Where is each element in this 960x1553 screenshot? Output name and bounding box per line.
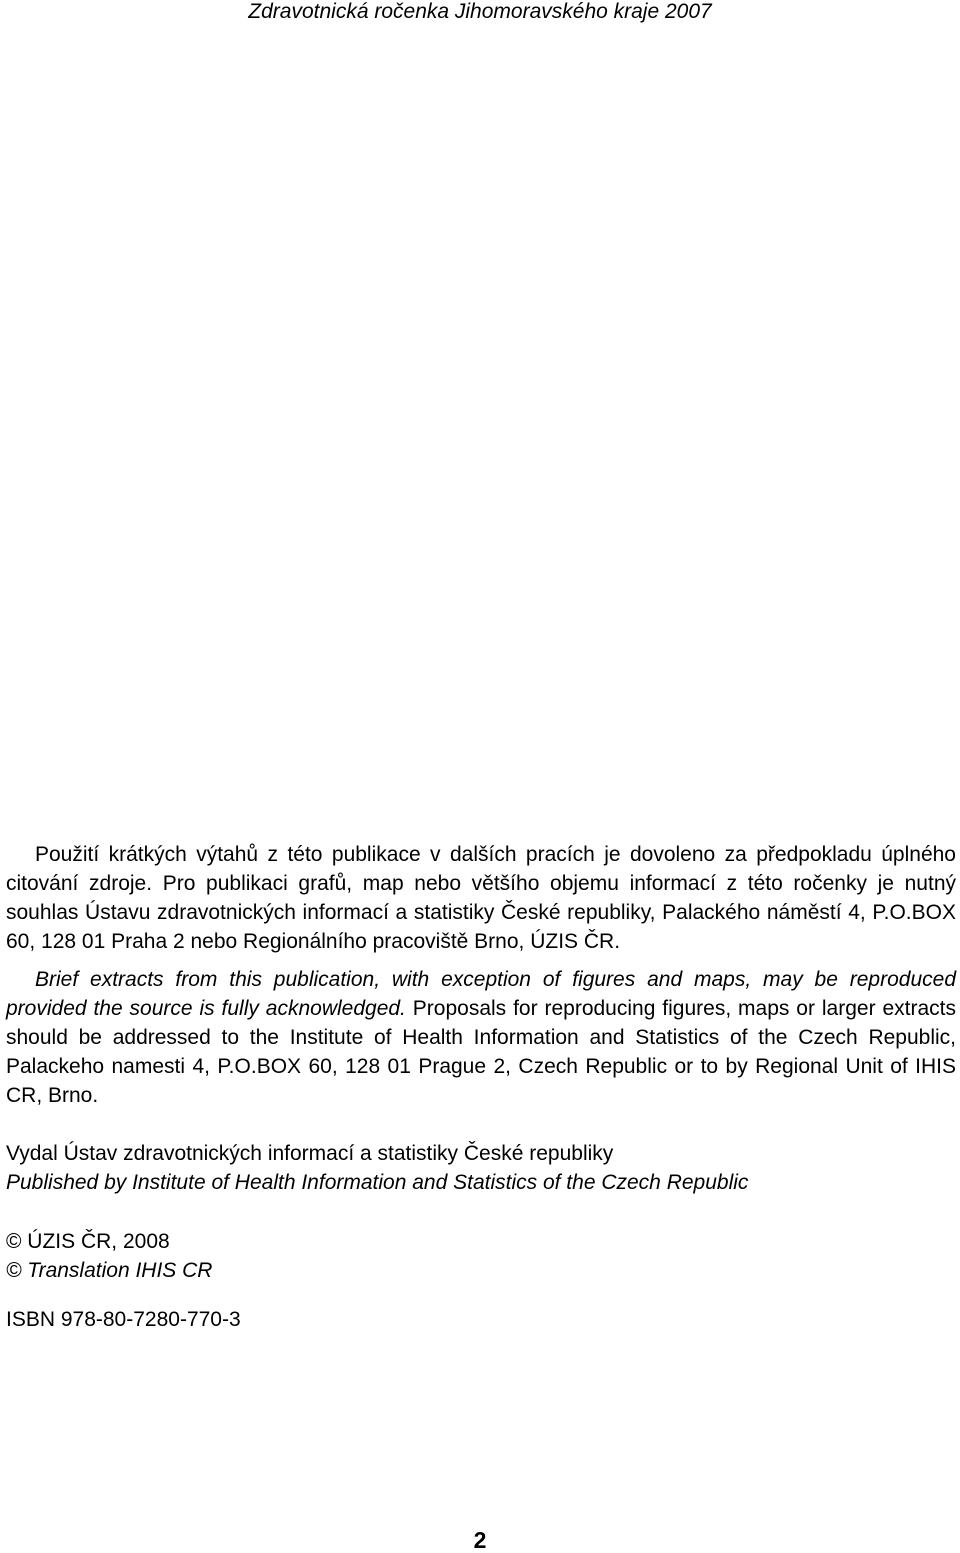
copyright-notice-english xyxy=(6,965,956,1110)
copyright-notice-czech: Použití krátkých výtahů z této publikace v dalších pracích je dovoleno za předpokladu úplného citování zdroje. Pro publikaci grafů, map nebo většího objemu informací z této ročenky je nutný souhlas Ústavu zdravotnických informací a statistiky České republiky, Palackého náměstí 4, P.O.BOX 60, 128 01 Praha 2 nebo Regionálního pracoviště Brno, ÚZIS ČR. xyxy=(6,843,956,953)
copyright-translation: © Translation IHIS CR xyxy=(6,1259,213,1282)
isbn-block xyxy=(6,1305,956,1334)
publisher-czech: Vydal Ústav zdravotnických informací a statistiky České republiky xyxy=(6,1142,614,1165)
rights-block xyxy=(6,1227,956,1285)
copyright-uzis: © ÚZIS ČR, 2008 xyxy=(6,1230,170,1253)
isbn: ISBN 978-80-7280-770-3 xyxy=(6,1308,241,1331)
publisher-block xyxy=(6,1139,956,1197)
imprint-section xyxy=(6,840,956,1334)
publisher-english: Published by Institute of Health Information and Statistics of the Czech Republic xyxy=(6,1171,749,1194)
page-number: 2 xyxy=(473,1527,487,1553)
running-header: Zdravotnická ročenka Jihomoravského kraje 2007 xyxy=(248,0,712,23)
copyright-notice-english-brief: Brief extracts from this publication, with exception of figures and maps, may be reproduced provided the source is fully acknowledged. xyxy=(6,968,956,1020)
copyright-notice-english-proposals: Proposals for reproducing figures, maps or larger extracts should be addressed to the Institute of Health Information and Statistics of the Czech Republic, Palackeho namesti 4, P.O.BOX 60, 128 01 Prague 2, Czech Republic or to by Regional Unit of IHIS CR, Brno. xyxy=(6,997,956,1107)
